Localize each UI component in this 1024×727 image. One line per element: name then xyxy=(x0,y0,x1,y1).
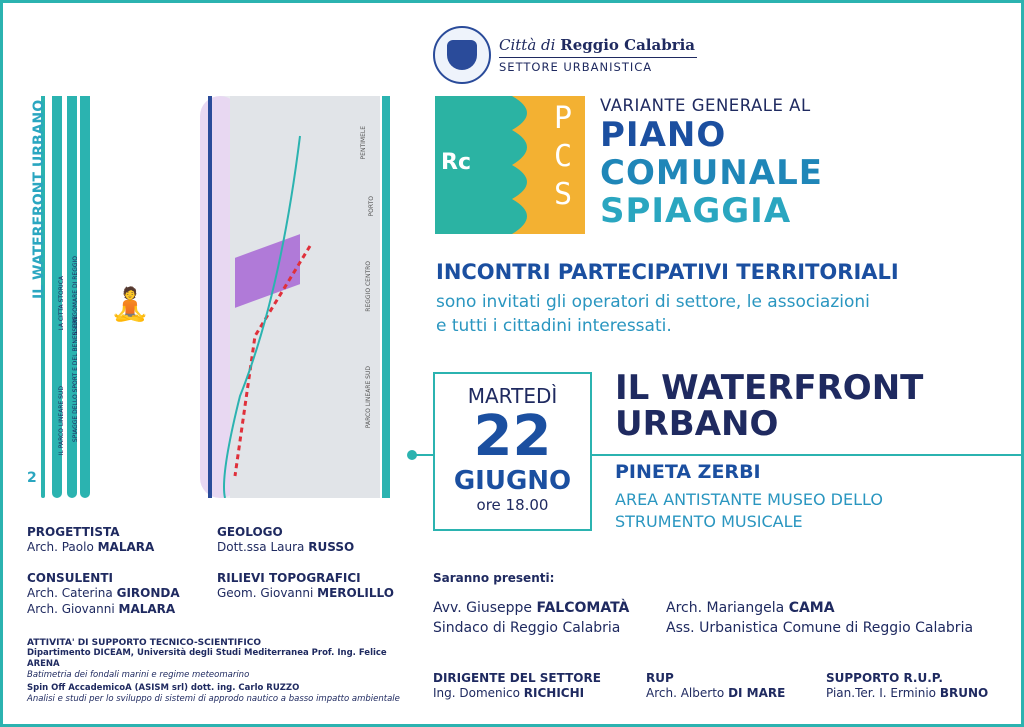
city-name: Reggio Calabria xyxy=(560,36,696,54)
rup-surname: DI MARE xyxy=(728,686,786,700)
attendee1-title: Avv. Giuseppe xyxy=(433,600,533,616)
city-heading xyxy=(499,36,695,54)
attendee-mayor xyxy=(433,598,629,638)
dept-surname: ARENA xyxy=(27,659,60,669)
event-day: 22 xyxy=(473,404,552,469)
pcs-logo-text xyxy=(545,100,581,214)
variant-label: VARIANTE GENERALE AL xyxy=(600,96,811,115)
attendee-assessor xyxy=(666,598,973,638)
yoga-icon: 🧘 xyxy=(110,285,150,323)
director-title: Ing. Domenico xyxy=(433,686,520,700)
event-title-line2: URBANO xyxy=(615,404,779,444)
dept-line: Dipartimento DICEAM, Università degli Studi Mediterranea Prof. Ing. Felice xyxy=(27,648,387,658)
city-prefix: Città di xyxy=(499,36,556,54)
spinoff-surname: RUZZO xyxy=(266,683,300,693)
pcs-letter-p: P xyxy=(553,101,573,136)
director-surname: RICHICHI xyxy=(523,686,585,700)
rc-logo-text: Rc xyxy=(441,150,471,175)
plan-title-line3: SPIAGGIA xyxy=(600,191,792,231)
credit-support xyxy=(27,638,407,681)
spinoff-desc: Analisi e studi per lo sviluppo di sistemi di approdo nautico a basso impatto ambientale xyxy=(27,694,400,704)
dept-desc: Batimetria dei fondali marini e regime meteomarino xyxy=(27,670,250,680)
map-side-bar xyxy=(382,96,390,498)
rup-role: RUP xyxy=(646,671,674,685)
event-title xyxy=(615,370,923,442)
director-role: DIRIGENTE DEL SETTORE xyxy=(433,671,601,685)
event-address xyxy=(615,489,883,533)
map-label-pentimele: PENTIMELE xyxy=(360,126,367,160)
attendee1-role: Sindaco di Reggio Calabria xyxy=(433,620,621,636)
support-rup-title: Pian.Ter. I. Erminio xyxy=(826,686,936,700)
consultant1-surname: GIRONDA xyxy=(116,586,180,600)
support-rup-surname: BRUNO xyxy=(939,686,989,700)
plan-title-line1: PIANO xyxy=(600,115,727,155)
geologist-surname: RUSSO xyxy=(308,540,355,554)
credit-consultants xyxy=(27,571,180,617)
event-address-line2: STRUMENTO MUSICALE xyxy=(615,512,803,531)
wave-logo-icon xyxy=(512,96,542,234)
designer-surname: MALARA xyxy=(97,540,155,554)
survey-surname: MEROLILLO xyxy=(317,586,394,600)
plan-title xyxy=(600,116,823,230)
consultants-role: CONSULENTI xyxy=(27,571,113,585)
meetings-heading: INCONTRI PARTECIPATIVI TERRITORIALI xyxy=(436,260,899,284)
staff-support xyxy=(826,671,988,701)
pcs-letter-c: C xyxy=(553,139,573,174)
staff-director xyxy=(433,671,601,701)
pcs-letter-s: S xyxy=(553,177,573,212)
consultant1-title: Arch. Caterina xyxy=(27,586,113,600)
credit-designer xyxy=(27,525,154,555)
attendee2-role: Ass. Urbanistica Comune di Reggio Calabria xyxy=(666,620,974,636)
attendee2-surname: CAMA xyxy=(788,600,835,616)
side-number: 2 xyxy=(27,470,37,486)
geologist-title: Dott.ssa Laura xyxy=(217,540,305,554)
side-sub-3: IL PARCO LINEARE SUD xyxy=(58,386,65,456)
event-month: GIUGNO xyxy=(453,466,572,496)
survey-role: RILIEVI TOPOGRAFICI xyxy=(217,571,361,585)
event-weekday: MARTEDÌ xyxy=(467,384,558,408)
event-time: ore 18.00 xyxy=(476,496,549,514)
plan-title-line2: COMUNALE xyxy=(600,153,823,193)
sector-label: SETTORE URBANISTICA xyxy=(499,57,697,74)
rup-title: Arch. Alberto xyxy=(646,686,725,700)
city-crest-icon xyxy=(433,26,491,84)
staff-rup xyxy=(646,671,785,701)
route-line xyxy=(160,96,380,498)
credit-geologist xyxy=(217,525,354,555)
consultant2-title: Arch. Giovanni xyxy=(27,602,115,616)
side-sub-2: IL LUNGOMARE DI REGGIO xyxy=(72,256,79,336)
side-title: IL WATERFRONT URBANO xyxy=(31,99,47,299)
spinoff-line: Spin Off AccademicoA (ASISM srl) dott. ing. Carlo xyxy=(27,683,264,693)
support-heading: ATTIVITA' DI SUPPORTO TECNICO-SCIENTIFICO xyxy=(27,638,262,648)
credit-survey xyxy=(217,571,394,601)
attendees-heading: Saranno presenti: xyxy=(433,571,555,585)
map-label-reggio-centro: REGGIO CENTRO xyxy=(365,261,372,312)
invitation-line1: sono invitati gli operatori di settore, le associazioni xyxy=(436,292,870,312)
geologist-role: GEOLOGO xyxy=(217,525,283,539)
event-place: PINETA ZERBI xyxy=(615,461,761,483)
divider-dot xyxy=(407,450,417,460)
consultant2-surname: MALARA xyxy=(118,602,176,616)
invitation-text xyxy=(436,290,870,338)
date-box xyxy=(433,372,592,531)
map-label-parco-lineare: PARCO LINEARE SUD xyxy=(365,366,372,429)
waterfront-map xyxy=(160,96,380,498)
attendee2-title: Arch. Mariangela xyxy=(666,600,785,616)
side-sub-4: SPIAGGE DELLO SPORT E DEL BENESSERE xyxy=(72,316,79,443)
event-title-line1: IL WATERFRONT xyxy=(615,368,924,408)
designer-title: Arch. Paolo xyxy=(27,540,94,554)
invitation-line2: e tutti i cittadini interessati. xyxy=(436,316,672,336)
side-sub-1: LA CITTÀ STORICA xyxy=(58,276,65,331)
attendee1-surname: FALCOMATÀ xyxy=(536,600,630,616)
support-rup-role: SUPPORTO R.U.P. xyxy=(826,671,943,685)
designer-role: PROGETTISTA xyxy=(27,525,120,539)
survey-title: Geom. Giovanni xyxy=(217,586,314,600)
map-label-porto: PORTO xyxy=(368,196,375,217)
credit-spinoff xyxy=(27,683,407,705)
event-address-line1: AREA ANTISTANTE MUSEO DELLO xyxy=(615,490,883,509)
